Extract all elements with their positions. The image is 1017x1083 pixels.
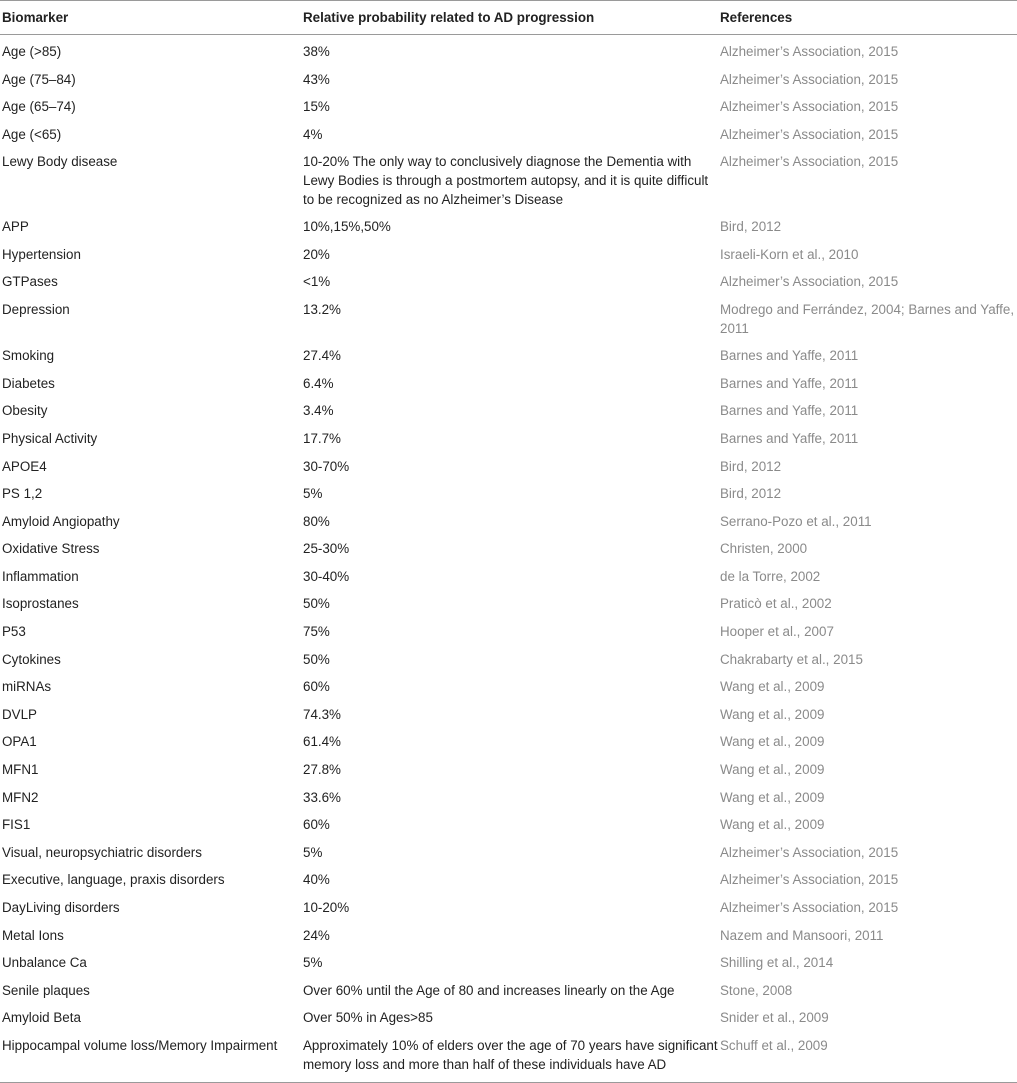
cell-biomarker: DayLiving disorders (2, 900, 120, 915)
table-row (0, 895, 1017, 923)
cell-biomarker: Oxidative Stress (2, 541, 100, 557)
cell-probability: 33.6% (303, 789, 341, 805)
cell-biomarker: Depression (2, 301, 70, 317)
cell-reference: Hooper et al., 2007 (720, 624, 834, 640)
cell-probability: 15% (303, 99, 330, 115)
cell-probability: 60% (303, 679, 330, 695)
cell-probability: 43% (303, 71, 330, 87)
cell-biomarker: Amyloid Beta (2, 1010, 81, 1026)
cell-probability: Approximately 10% of elders over the age of 70 years have significant memory loss and more than half of these individuals have AD (302, 1033, 720, 1083)
cell-probability: 24% (303, 927, 330, 943)
cell-biomarker: miRNAs (2, 679, 52, 695)
cell-biomarker: Inflammation (2, 568, 79, 584)
cell-probability: 10-20% (303, 900, 350, 915)
cell-biomarker: APOE4 (2, 458, 47, 474)
cell-biomarker: Executive, language, praxis disorders (2, 872, 225, 888)
table-row (0, 812, 1017, 840)
table-row (0, 978, 1017, 1006)
cell-probability: 10%,15%,50% (303, 219, 391, 235)
cell-biomarker: Age (>85) (2, 44, 62, 59)
cell-reference: Alzheimer’s Association, 2015 (720, 274, 899, 290)
cell-reference: Alzheimer’s Association, 2015 (720, 99, 899, 115)
cell-biomarker: Age (65–74) (2, 99, 76, 115)
cell-biomarker: GTPases (2, 274, 58, 290)
table-row (0, 674, 1017, 702)
cell-biomarker: MFN1 (2, 762, 39, 778)
cell-reference: Barnes and Yaffe, 2011 (720, 348, 859, 364)
cell-probability: 40% (303, 872, 330, 888)
table-row (0, 647, 1017, 675)
cell-reference: Wang et al., 2009 (720, 734, 825, 750)
cell-reference: Stone, 2008 (720, 982, 793, 998)
table-row (0, 785, 1017, 813)
table-row (0, 67, 1017, 95)
cell-reference: de la Torre, 2002 (720, 568, 821, 584)
table-row (0, 867, 1017, 895)
cell-reference: Bird, 2012 (720, 219, 782, 235)
table-row (0, 426, 1017, 454)
cell-biomarker: Hippocampal volume loss/Memory Impairment (0, 1033, 302, 1083)
cell-reference: Wang et al., 2009 (720, 706, 825, 722)
table-row (0, 242, 1017, 270)
header-biomarker: Biomarker (0, 1, 302, 35)
cell-probability: 6.4% (303, 375, 334, 391)
cell-probability: 13.2% (303, 301, 341, 317)
table-row (0, 591, 1017, 619)
cell-probability: 5% (303, 486, 323, 502)
cell-probability: 61.4% (303, 734, 341, 750)
table-row (0, 509, 1017, 537)
cell-reference: Serrano-Pozo et al., 2011 (720, 513, 872, 529)
table-row (0, 481, 1017, 509)
cell-reference: Alzheimer’s Association, 2015 (720, 44, 899, 59)
cell-biomarker: OPA1 (2, 734, 37, 750)
cell-probability: 75% (303, 624, 330, 640)
cell-reference: Chakrabarty et al., 2015 (720, 651, 863, 667)
cell-reference: Israeli-Korn et al., 2010 (720, 246, 859, 262)
table-row (0, 702, 1017, 730)
table-row (0, 729, 1017, 757)
cell-biomarker: Diabetes (2, 375, 55, 391)
cell-probability: 30-70% (303, 458, 350, 474)
cell-biomarker: FIS1 (2, 817, 31, 833)
cell-biomarker: APP (2, 219, 29, 235)
cell-biomarker: Metal Ions (2, 927, 64, 943)
cell-reference: Alzheimer’s Association, 2015 (720, 872, 899, 888)
cell-reference: Bird, 2012 (720, 458, 782, 474)
cell-reference: Wang et al., 2009 (720, 789, 825, 805)
cell-reference: Barnes and Yaffe, 2011 (720, 430, 859, 446)
cell-probability: 50% (303, 651, 330, 667)
table-row (0, 564, 1017, 592)
cell-reference: Praticò et al., 2002 (720, 596, 832, 612)
cell-probability: Over 50% in Ages>85 (303, 1010, 433, 1026)
table-row (0, 840, 1017, 868)
cell-biomarker: PS 1,2 (2, 486, 43, 502)
cell-reference: Snider et al., 2009 (720, 1010, 829, 1026)
header-row (0, 1, 1017, 35)
cell-biomarker: Obesity (2, 403, 48, 419)
cell-reference: Barnes and Yaffe, 2011 (720, 403, 859, 419)
cell-reference: Alzheimer’s Association, 2015 (720, 126, 899, 142)
cell-biomarker: Age (<65) (2, 126, 62, 142)
cell-biomarker: Unbalance Ca (2, 955, 87, 971)
cell-probability: 74.3% (303, 706, 341, 722)
cell-probability: <1% (303, 274, 331, 290)
cell-probability: 80% (303, 513, 330, 529)
table-row (0, 398, 1017, 426)
cell-probability: 5% (303, 955, 323, 971)
header-probability: Relative probability related to AD progression (302, 1, 720, 35)
cell-biomarker: DVLP (2, 706, 37, 722)
cell-biomarker: Lewy Body disease (2, 154, 118, 170)
table-row (0, 950, 1017, 978)
table-row (0, 619, 1017, 647)
table-row (0, 371, 1017, 399)
cell-biomarker: Isoprostanes (2, 596, 79, 612)
table-row (0, 35, 1017, 67)
table-row (0, 269, 1017, 297)
cell-biomarker: Physical Activity (2, 430, 98, 446)
cell-biomarker: Visual, neuropsychiatric disorders (2, 844, 202, 860)
cell-probability: 27.4% (303, 348, 341, 364)
cell-probability: 30-40% (303, 568, 350, 584)
cell-probability: 20% (303, 246, 330, 262)
table-row (0, 297, 1017, 343)
cell-probability: 50% (303, 596, 330, 612)
cell-probability: 10-20% The only way to conclusively diagnose the Dementia with Lewy Bodies is through a postmortem autopsy, and it is quite difficult to be recognized as no Alzheimer’s Disease (303, 154, 709, 207)
table-row (0, 757, 1017, 785)
cell-probability: 60% (303, 817, 330, 833)
cell-reference: Bird, 2012 (720, 486, 782, 502)
cell-probability: Over 60% until the Age of 80 and increases linearly on the Age (303, 982, 675, 998)
cell-probability: 4% (303, 126, 323, 142)
cell-reference: Wang et al., 2009 (720, 679, 825, 695)
cell-reference: Wang et al., 2009 (720, 762, 825, 778)
cell-biomarker: Cytokines (2, 651, 61, 667)
table-body (0, 35, 1017, 1083)
cell-reference: Nazem and Mansoori, 2011 (720, 927, 884, 943)
cell-probability: 5% (303, 844, 323, 860)
cell-reference: Alzheimer’s Association, 2015 (720, 154, 899, 170)
cell-reference: Christen, 2000 (720, 541, 808, 557)
cell-reference: Alzheimer’s Association, 2015 (720, 900, 899, 915)
cell-biomarker: Smoking (2, 348, 55, 364)
table-row (0, 343, 1017, 371)
table-row (0, 1005, 1017, 1033)
cell-reference: Alzheimer’s Association, 2015 (720, 71, 899, 87)
table-row (0, 923, 1017, 951)
cell-biomarker: MFN2 (2, 789, 39, 805)
cell-biomarker: Hypertension (2, 246, 81, 262)
cell-probability: 25-30% (303, 541, 350, 557)
cell-probability: 17.7% (303, 430, 341, 446)
table-row (0, 1033, 1017, 1083)
table-row (0, 214, 1017, 242)
cell-reference: Schuff et al., 2009 (720, 1033, 1017, 1083)
cell-reference: Alzheimer’s Association, 2015 (720, 844, 899, 860)
table-row (0, 122, 1017, 150)
cell-biomarker: Amyloid Angiopathy (2, 513, 120, 529)
cell-probability: 3.4% (303, 403, 334, 419)
table-row (0, 94, 1017, 122)
header-references: References (720, 1, 1017, 35)
cell-biomarker: P53 (2, 624, 26, 640)
cell-reference: Shilling et al., 2014 (720, 955, 834, 971)
cell-reference: Barnes and Yaffe, 2011 (720, 375, 859, 391)
cell-probability: 27.8% (303, 762, 341, 778)
table-row (0, 454, 1017, 482)
cell-biomarker: Age (75–84) (2, 71, 76, 87)
cell-reference: Wang et al., 2009 (720, 817, 825, 833)
cell-biomarker: Senile plaques (2, 982, 90, 998)
cell-probability: 38% (303, 44, 330, 59)
table-row (0, 536, 1017, 564)
cell-reference: Modrego and Ferrández, 2004; Barnes and Yaffe, 2011 (720, 301, 1015, 336)
table-row (0, 149, 1017, 214)
